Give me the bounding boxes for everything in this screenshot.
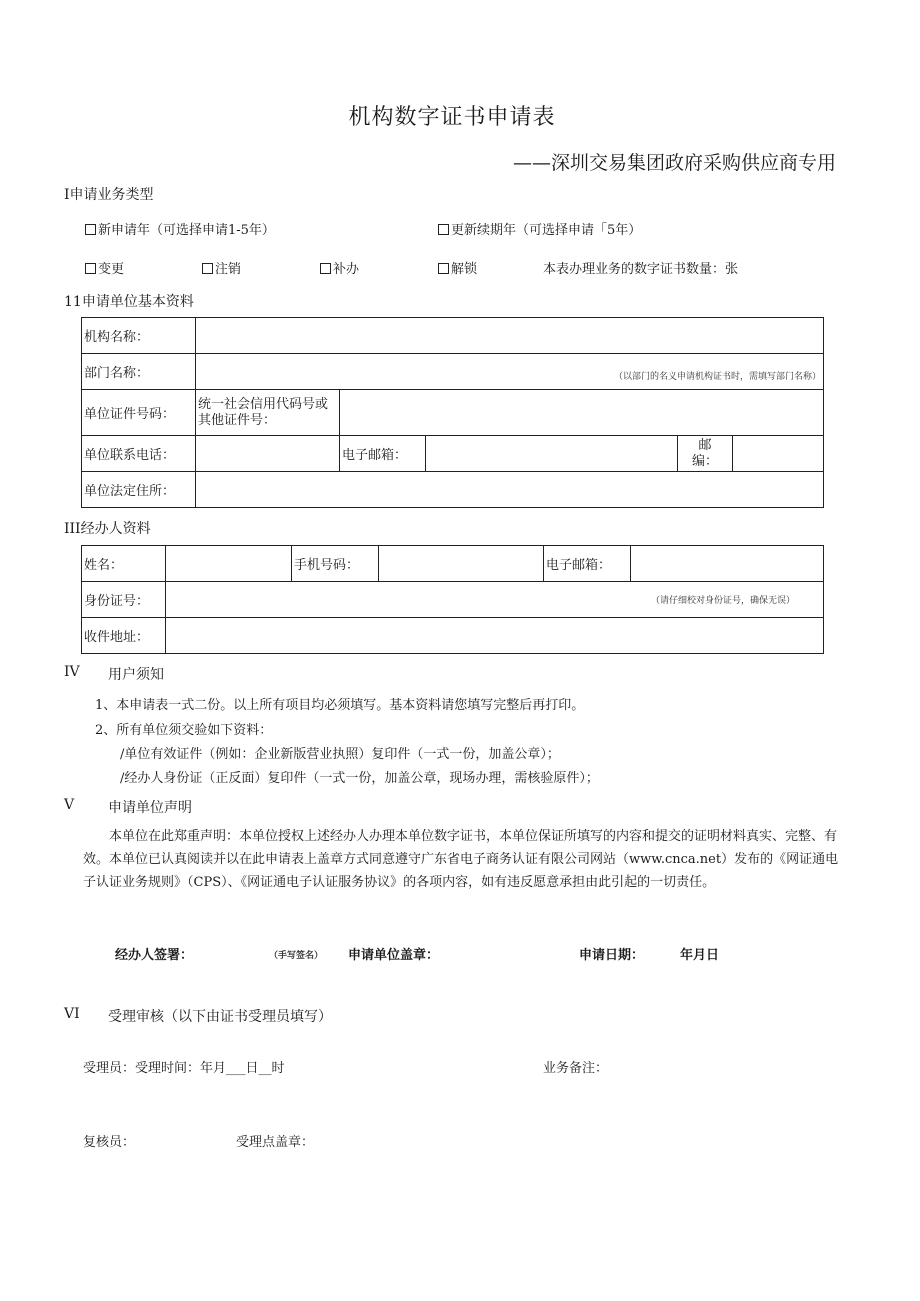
checkbox-icon[interactable] xyxy=(438,224,449,235)
section2-heading: 11申请单位基本资料 xyxy=(64,294,194,310)
apply-date-label: 申请日期： xyxy=(579,948,645,963)
postcode-label-top: 邮 xyxy=(698,437,712,453)
section3-heading: III经办人资料 xyxy=(64,521,151,537)
checkbox-icon[interactable] xyxy=(320,263,331,274)
address-field[interactable] xyxy=(196,472,824,508)
id-no-label: 单位证件号码： xyxy=(82,390,196,436)
section5-num: V xyxy=(64,797,75,813)
option-cancel[interactable] xyxy=(202,258,241,277)
id-card-label: 身份证号： xyxy=(82,582,166,618)
mail-address-field[interactable] xyxy=(166,618,824,654)
option-reissue-label: 补办 xyxy=(333,262,360,277)
option-renew-label: 更新续期年（可选择申请「5年） xyxy=(451,223,642,238)
option-unlock[interactable] xyxy=(438,258,477,277)
notice-item-2: 2、所有单位须交验如下资料： xyxy=(95,723,273,738)
declaration-text: 本单位在此郑重声明：本单位授权上述经办人办理本单位数字证书，本单位保证所填写的内容和提交的证明材料真实、完整、有效。本单位已认真阅读并以在此申请表上盖章方式同意遵守广东省电子商务认证有限公司网站（www.cnca.net）发布的《网证通电子认证业务规则》（CPS）、《网证通电子认证服务协议》的各项内容，如有违反愿意承担由此引起的一切责任。 xyxy=(83,829,839,890)
agent-email-label: 电子邮箱： xyxy=(544,546,631,582)
org-name-label: 机构名称： xyxy=(82,318,196,354)
phone-label: 单位联系电话： xyxy=(82,436,196,472)
checkbox-icon[interactable] xyxy=(202,263,213,274)
cert-count: 本表办理业务的数字证书数量：张 xyxy=(543,262,739,277)
mail-address-label: 收件地址： xyxy=(82,618,166,654)
handwrite-note: （手写签名） xyxy=(269,951,324,961)
acceptance-seal-label: 受理点盖章： xyxy=(236,1135,315,1150)
option-cancel-label: 注销 xyxy=(215,262,242,277)
section5-heading: 申请单位声明 xyxy=(108,800,192,816)
section4-num: IV xyxy=(64,664,80,680)
notice-item-2a: /单位有效证件（例如：企业新版营业执照）复印件（一式一份，加盖公章）； xyxy=(120,747,560,762)
agent-info-table xyxy=(81,545,824,654)
agent-signature-label: 经办人签署： xyxy=(115,948,194,963)
mobile-label: 手机号码： xyxy=(292,546,379,582)
option-new[interactable] xyxy=(85,219,275,238)
agent-name-label: 姓名： xyxy=(82,546,166,582)
business-remark-label: 业务备注： xyxy=(543,1061,609,1076)
notice-item-1: 1、本申请表一式二份。以上所有项目均必须填写。基本资料请您填写完整后再打印。 xyxy=(95,698,585,713)
section4-heading: 用户须知 xyxy=(108,667,164,683)
company-seal-label: 申请单位盖章： xyxy=(348,948,440,963)
section6-heading: 受理审核（以下由证书受理员填写） xyxy=(108,1009,332,1025)
option-renew[interactable] xyxy=(438,219,641,238)
mobile-field[interactable] xyxy=(379,546,544,582)
address-label: 单位法定住所： xyxy=(82,472,196,508)
id-card-field[interactable] xyxy=(166,582,824,618)
org-email-label: 电子邮箱： xyxy=(340,436,426,472)
org-email-field[interactable] xyxy=(426,436,678,472)
option-new-label: 新申请年（可选择申请1-5年） xyxy=(98,223,275,238)
checkbox-icon[interactable] xyxy=(438,263,449,274)
agent-name-field[interactable] xyxy=(166,546,292,582)
page-title: 机构数字证书申请表 xyxy=(348,105,556,130)
dept-name-field[interactable] xyxy=(196,354,824,390)
agent-email-field[interactable] xyxy=(631,546,824,582)
phone-field[interactable] xyxy=(196,436,340,472)
postcode-field[interactable] xyxy=(733,436,824,472)
notice-item-2b: /经办人身份证（正反面）复印件（一式一份，加盖公章，现场办理，需核验原件）； xyxy=(120,771,599,786)
org-name-field[interactable] xyxy=(196,318,824,354)
credit-code-label: 统一社会信用代码号或其他证件号： xyxy=(196,390,340,436)
section6-num: VI xyxy=(64,1006,80,1022)
postcode-label xyxy=(678,436,733,472)
option-unlock-label: 解锁 xyxy=(451,262,478,277)
org-info-table xyxy=(81,317,824,508)
dept-name-note: （以部门的名义申请机构证书时，需填写部门名称） xyxy=(613,372,821,382)
apply-date-value: 年月日 xyxy=(680,948,720,963)
id-card-note: （请仔细校对身份证号，确保无误） xyxy=(650,596,795,606)
option-change-label: 变更 xyxy=(98,262,125,277)
option-reissue[interactable] xyxy=(320,258,359,277)
credit-code-field[interactable] xyxy=(340,390,824,436)
receiver-line: 受理员：受理时间：年月___日__时 xyxy=(83,1061,285,1076)
postcode-label-bottom: 编： xyxy=(691,453,718,469)
dept-name-label: 部门名称： xyxy=(82,354,196,390)
option-change[interactable] xyxy=(85,258,124,277)
page-subtitle: ——深圳交易集团政府采购供应商专用 xyxy=(512,152,836,174)
checkbox-icon[interactable] xyxy=(85,263,96,274)
checkbox-icon[interactable] xyxy=(85,224,96,235)
reviewer-label: 复核员： xyxy=(83,1135,136,1150)
section1-heading: I申请业务类型 xyxy=(64,187,154,203)
